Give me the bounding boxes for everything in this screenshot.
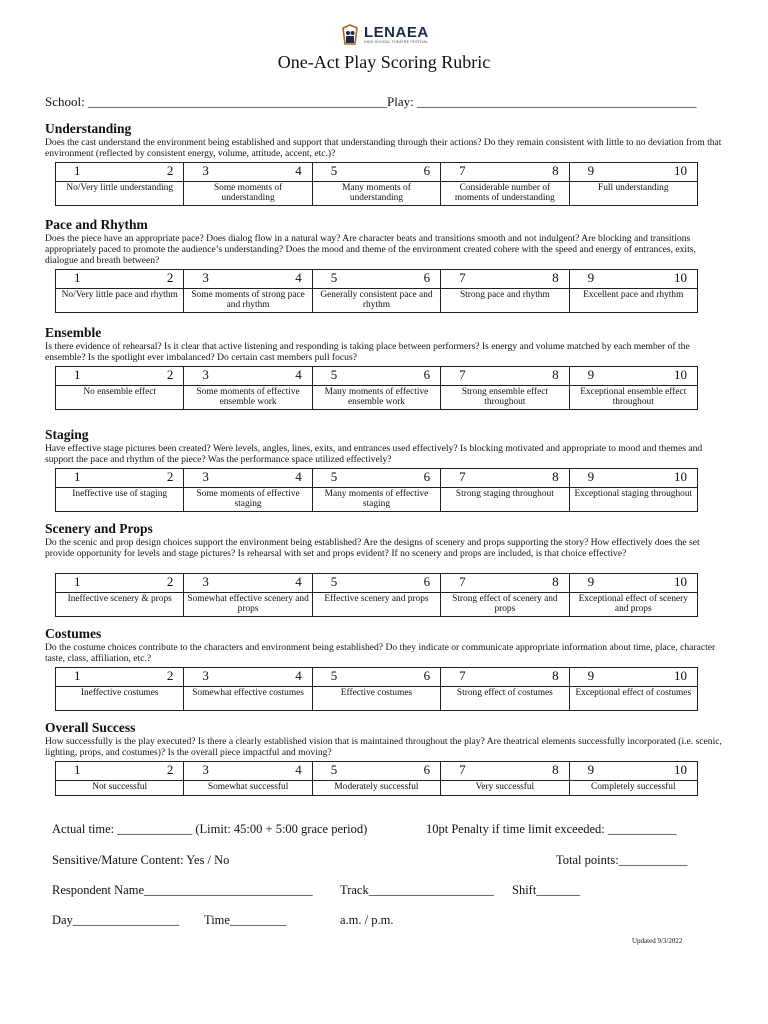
score-cell-3-4[interactable] bbox=[184, 163, 312, 182]
score-cell-3-4[interactable] bbox=[184, 270, 312, 289]
score-number: 7 bbox=[459, 367, 466, 382]
score-number: 9 bbox=[587, 469, 595, 484]
score-number-row bbox=[56, 367, 698, 386]
score-number: 10 bbox=[674, 668, 687, 683]
respondent-name-field[interactable]: Respondent Name___________________________ bbox=[52, 883, 313, 897]
score-number: 4 bbox=[295, 163, 302, 178]
logo-tagline: HIGH SCHOOL THEATRE FESTIVAL bbox=[364, 40, 429, 45]
score-cell-5-6[interactable] bbox=[312, 469, 440, 488]
score-number: 7 bbox=[459, 270, 466, 285]
section-description: Is there evidence of rehearsal? Is it clear that active listening and responding is taking place between performers? Is energy and volume matched by each member of the ensemble? Is the spotlight ever imbalanced? Do certain cast members pull focus? bbox=[45, 341, 690, 363]
score-number: 8 bbox=[552, 163, 559, 178]
score-number: 2 bbox=[166, 270, 174, 285]
score-number: 1 bbox=[74, 270, 81, 285]
score-number-row bbox=[56, 469, 698, 488]
school-field[interactable]: ______________________________________________ bbox=[87, 94, 387, 109]
score-number-row bbox=[56, 762, 698, 781]
score-number: 5 bbox=[330, 367, 338, 382]
level-description: Strong pace and rhythm bbox=[441, 289, 569, 313]
penalty-field[interactable]: 10pt Penalty if time limit exceeded: ___________ bbox=[426, 822, 677, 836]
score-number: 10 bbox=[674, 762, 687, 777]
page-title: One-Act Play Scoring Rubric bbox=[277, 52, 491, 72]
logo-emblem-icon bbox=[340, 24, 360, 46]
section-title: Scenery and Props bbox=[45, 521, 153, 536]
score-cell-9-10[interactable] bbox=[569, 762, 697, 781]
score-cell-1-2[interactable] bbox=[56, 163, 184, 182]
level-description-row bbox=[56, 488, 698, 512]
level-description: Somewhat effective costumes bbox=[184, 687, 312, 711]
level-description-row bbox=[56, 687, 698, 711]
level-description-row bbox=[56, 781, 698, 796]
score-cell-1-2[interactable] bbox=[56, 469, 184, 488]
score-number: 6 bbox=[423, 270, 431, 285]
score-number: 3 bbox=[202, 163, 209, 178]
score-number: 4 bbox=[295, 367, 302, 382]
score-number: 7 bbox=[459, 762, 466, 777]
level-description: Exceptional effect of scenery and props bbox=[569, 593, 697, 617]
score-cell-1-2[interactable] bbox=[56, 574, 184, 593]
score-cell-1-2[interactable] bbox=[56, 762, 184, 781]
score-cell-5-6[interactable] bbox=[312, 367, 440, 386]
section-staging bbox=[45, 427, 725, 465]
level-description: Moderately successful bbox=[312, 781, 440, 796]
score-number: 1 bbox=[74, 469, 81, 484]
score-number: 9 bbox=[587, 762, 595, 777]
score-cell-9-10[interactable] bbox=[569, 270, 697, 289]
level-description: Ineffective costumes bbox=[56, 687, 184, 711]
level-description: Some moments of effective staging bbox=[184, 488, 312, 512]
play-field[interactable]: ___________________________________________ bbox=[416, 94, 697, 109]
score-cell-5-6[interactable] bbox=[312, 270, 440, 289]
section-ensemble bbox=[45, 325, 725, 363]
score-cell-7-8[interactable] bbox=[441, 163, 569, 182]
level-description: Some moments of understanding bbox=[184, 182, 312, 206]
section-costumes bbox=[45, 626, 725, 664]
score-number: 2 bbox=[166, 668, 174, 683]
score-number-row bbox=[56, 270, 698, 289]
score-cell-3-4[interactable] bbox=[184, 762, 312, 781]
section-description: Have effective stage pictures been created? Were levels, angles, lines, exits, and entrances used effectively? Is blocking motivated and appropriate to mood and themes and support the pace and rhythm of the piece? Was the performance space utilized effectively? bbox=[45, 443, 703, 465]
score-number-row bbox=[56, 163, 698, 182]
section-title: Staging bbox=[45, 427, 89, 442]
level-description: Some moments of strong pace and rhythm bbox=[184, 289, 312, 313]
score-number: 5 bbox=[330, 270, 338, 285]
level-description: Generally consistent pace and rhythm bbox=[312, 289, 440, 313]
score-number: 8 bbox=[552, 762, 559, 777]
score-number: 8 bbox=[552, 574, 559, 589]
score-number: 3 bbox=[202, 367, 209, 382]
school-label: School: bbox=[45, 94, 85, 109]
score-number: 8 bbox=[552, 367, 559, 382]
score-number: 9 bbox=[587, 367, 595, 382]
score-cell-5-6[interactable] bbox=[312, 163, 440, 182]
score-cell-9-10[interactable] bbox=[569, 367, 697, 386]
time-field[interactable]: Time_________ bbox=[204, 913, 287, 927]
level-description: Not successful bbox=[56, 781, 184, 796]
total-points-field[interactable]: Total points:___________ bbox=[556, 853, 688, 867]
score-cell-7-8[interactable] bbox=[441, 574, 569, 593]
section-title: Ensemble bbox=[45, 325, 102, 340]
score-number: 10 bbox=[674, 367, 687, 382]
score-table-staging bbox=[55, 468, 698, 512]
level-description: Somewhat successful bbox=[184, 781, 312, 796]
level-description: Exceptional effect of costumes bbox=[569, 687, 697, 711]
score-number: 9 bbox=[587, 163, 595, 178]
score-number: 3 bbox=[202, 762, 209, 777]
score-cell-5-6[interactable] bbox=[312, 574, 440, 593]
score-number: 4 bbox=[295, 668, 302, 683]
score-number: 5 bbox=[330, 469, 338, 484]
score-number: 8 bbox=[552, 668, 559, 683]
score-number: 8 bbox=[552, 469, 559, 484]
score-number: 6 bbox=[423, 163, 431, 178]
level-description: Somewhat effective scenery and props bbox=[184, 593, 312, 617]
score-number: 10 bbox=[674, 574, 687, 589]
score-number: 5 bbox=[330, 574, 338, 589]
level-description: Considerable number of moments of understanding bbox=[441, 182, 569, 206]
score-table-pace-and-rhythm bbox=[55, 269, 698, 313]
level-description: Exceptional staging throughout bbox=[569, 488, 697, 512]
lenaea-logo bbox=[340, 24, 429, 46]
section-description: How successfully is the play executed? Is there a clearly established vision that is maintained throughout the play? Are theatrical elements successfully incorporated (i.e. scenic, lighting, props, and costumes)? Is the overall piece impactful and moving? bbox=[45, 736, 722, 758]
section-title: Overall Success bbox=[45, 720, 136, 735]
score-number: 4 bbox=[295, 270, 302, 285]
score-table-overall-success bbox=[55, 761, 698, 796]
am-pm-field[interactable]: a.m. / p.m. bbox=[340, 913, 394, 927]
level-description: Very successful bbox=[441, 781, 569, 796]
score-cell-3-4[interactable] bbox=[184, 574, 312, 593]
track-field[interactable]: Track____________________ bbox=[340, 883, 494, 897]
score-number: 10 bbox=[674, 469, 687, 484]
score-number: 6 bbox=[423, 574, 431, 589]
score-cell-7-8[interactable] bbox=[441, 367, 569, 386]
level-description: Strong effect of scenery and props bbox=[441, 593, 569, 617]
level-description: Effective scenery and props bbox=[312, 593, 440, 617]
score-cell-7-8[interactable] bbox=[441, 469, 569, 488]
level-description: No/Very little pace and rhythm bbox=[56, 289, 184, 313]
sensitive-content-field[interactable]: Sensitive/Mature Content: Yes / No bbox=[52, 853, 230, 867]
section-title: Pace and Rhythm bbox=[45, 217, 148, 232]
school-play-line bbox=[45, 94, 696, 110]
score-number: 3 bbox=[202, 270, 209, 285]
level-description: Strong effect of costumes bbox=[441, 687, 569, 711]
score-cell-1-2[interactable] bbox=[56, 367, 184, 386]
section-overall-success bbox=[45, 720, 725, 758]
score-number: 1 bbox=[74, 163, 81, 178]
score-cell-9-10[interactable] bbox=[569, 668, 697, 687]
level-description: Full understanding bbox=[569, 182, 697, 206]
level-description: Strong ensemble effect throughout bbox=[441, 386, 569, 410]
score-number: 6 bbox=[423, 762, 431, 777]
level-description: Excellent pace and rhythm bbox=[569, 289, 697, 313]
score-number: 2 bbox=[166, 163, 174, 178]
score-cell-3-4[interactable] bbox=[184, 668, 312, 687]
level-description: Many moments of effective staging bbox=[312, 488, 440, 512]
section-description: Do the scenic and prop design choices support the environment being established? Are the designs of scenery and props supporting the story? How effectively does the set provide opportunity for levels and stage pictures? Is rehearsal with set and props evident? If no scenery and props are included, is that choice effective? bbox=[45, 537, 700, 559]
score-table-costumes bbox=[55, 667, 698, 711]
score-number: 3 bbox=[202, 574, 209, 589]
score-number: 3 bbox=[202, 668, 209, 683]
logo-name: LENAEA bbox=[364, 24, 429, 42]
level-description-row bbox=[56, 182, 698, 206]
score-number-row bbox=[56, 574, 698, 593]
score-cell-1-2[interactable] bbox=[56, 668, 184, 687]
level-description: Many moments of effective ensemble work bbox=[312, 386, 440, 410]
score-number: 1 bbox=[74, 668, 81, 683]
section-title: Costumes bbox=[45, 626, 102, 641]
score-number: 6 bbox=[423, 668, 431, 683]
section-understanding bbox=[45, 121, 725, 159]
level-description: Completely successful bbox=[569, 781, 697, 796]
section-description: Does the cast understand the environment being established and support that understanding through their actions? Do they remain consistent with little to no deviation from that environment (reflected by consistent energy, volume, attitude, accent, etc.)? bbox=[45, 137, 722, 159]
score-number: 1 bbox=[74, 367, 81, 382]
score-cell-7-8[interactable] bbox=[441, 270, 569, 289]
score-number: 10 bbox=[674, 163, 687, 178]
shift-field[interactable]: Shift_______ bbox=[512, 883, 581, 897]
score-number: 2 bbox=[166, 574, 174, 589]
score-table-scenery-and-props bbox=[55, 573, 698, 617]
score-cell-9-10[interactable] bbox=[569, 469, 697, 488]
level-description: No ensemble effect bbox=[56, 386, 184, 410]
level-description-row bbox=[56, 593, 698, 617]
score-table-understanding bbox=[55, 162, 698, 206]
level-description-row bbox=[56, 386, 698, 410]
score-cell-3-4[interactable] bbox=[184, 469, 312, 488]
score-number: 5 bbox=[330, 163, 338, 178]
score-number: 9 bbox=[587, 574, 595, 589]
score-number: 6 bbox=[423, 367, 431, 382]
score-number: 2 bbox=[166, 367, 174, 382]
section-pace-and-rhythm bbox=[45, 217, 725, 266]
score-number: 5 bbox=[330, 762, 338, 777]
level-description: Ineffective scenery & props bbox=[56, 593, 184, 617]
day-field[interactable]: Day_________________ bbox=[52, 913, 180, 927]
score-number: 3 bbox=[202, 469, 209, 484]
score-cell-5-6[interactable] bbox=[312, 668, 440, 687]
score-number: 1 bbox=[74, 574, 81, 589]
score-number: 8 bbox=[552, 270, 559, 285]
level-description: Some moments of effective ensemble work bbox=[184, 386, 312, 410]
score-number: 2 bbox=[166, 469, 174, 484]
level-description: Exceptional ensemble effect throughout bbox=[569, 386, 697, 410]
score-cell-7-8[interactable] bbox=[441, 668, 569, 687]
updated-date: Updated 9/3/2022 bbox=[632, 937, 683, 945]
level-description: Many moments of understanding bbox=[312, 182, 440, 206]
score-number: 10 bbox=[674, 270, 687, 285]
actual-time-field[interactable]: Actual time: ____________ (Limit: 45:00 + 5:00 grace period) bbox=[52, 822, 368, 836]
score-number: 4 bbox=[295, 574, 302, 589]
section-scenery-and-props bbox=[45, 521, 725, 559]
score-number: 5 bbox=[330, 668, 338, 683]
score-cell-9-10[interactable] bbox=[569, 574, 697, 593]
score-number: 2 bbox=[166, 762, 174, 777]
score-number: 9 bbox=[587, 668, 595, 683]
score-number: 7 bbox=[459, 163, 466, 178]
score-cell-1-2[interactable] bbox=[56, 270, 184, 289]
section-description: Do the costume choices contribute to the characters and environment being established? Do they indicate or communicate appropriate information about time, place, character taste, class, affiliation, etc.? bbox=[45, 642, 716, 664]
score-cell-7-8[interactable] bbox=[441, 762, 569, 781]
level-description: Effective costumes bbox=[312, 687, 440, 711]
score-number: 9 bbox=[587, 270, 595, 285]
section-title: Understanding bbox=[45, 121, 132, 136]
score-cell-5-6[interactable] bbox=[312, 762, 440, 781]
score-number: 1 bbox=[74, 762, 81, 777]
play-label: Play: bbox=[386, 94, 414, 109]
score-table-ensemble bbox=[55, 366, 698, 410]
score-cell-3-4[interactable] bbox=[184, 367, 312, 386]
level-description: No/Very little understanding bbox=[56, 182, 184, 206]
score-number: 4 bbox=[295, 469, 302, 484]
score-number: 7 bbox=[459, 668, 466, 683]
level-description: Ineffective use of staging bbox=[56, 488, 184, 512]
score-number: 6 bbox=[423, 469, 431, 484]
score-number: 7 bbox=[459, 469, 466, 484]
level-description: Strong staging throughout bbox=[441, 488, 569, 512]
score-cell-9-10[interactable] bbox=[569, 163, 697, 182]
section-description: Does the piece have an appropriate pace? Does dialog flow in a natural way? Are character beats and transitions smooth and not indulgent? Are blocking and transitions appropriately paced to promote the audience’s understanding? Does the mood and theme of the environment created cohere with the speed and energy of entrances, exits, dialogue and breath between? bbox=[45, 233, 696, 266]
score-number: 7 bbox=[459, 574, 466, 589]
level-description-row bbox=[56, 289, 698, 313]
score-number-row bbox=[56, 668, 698, 687]
score-number: 4 bbox=[295, 762, 302, 777]
